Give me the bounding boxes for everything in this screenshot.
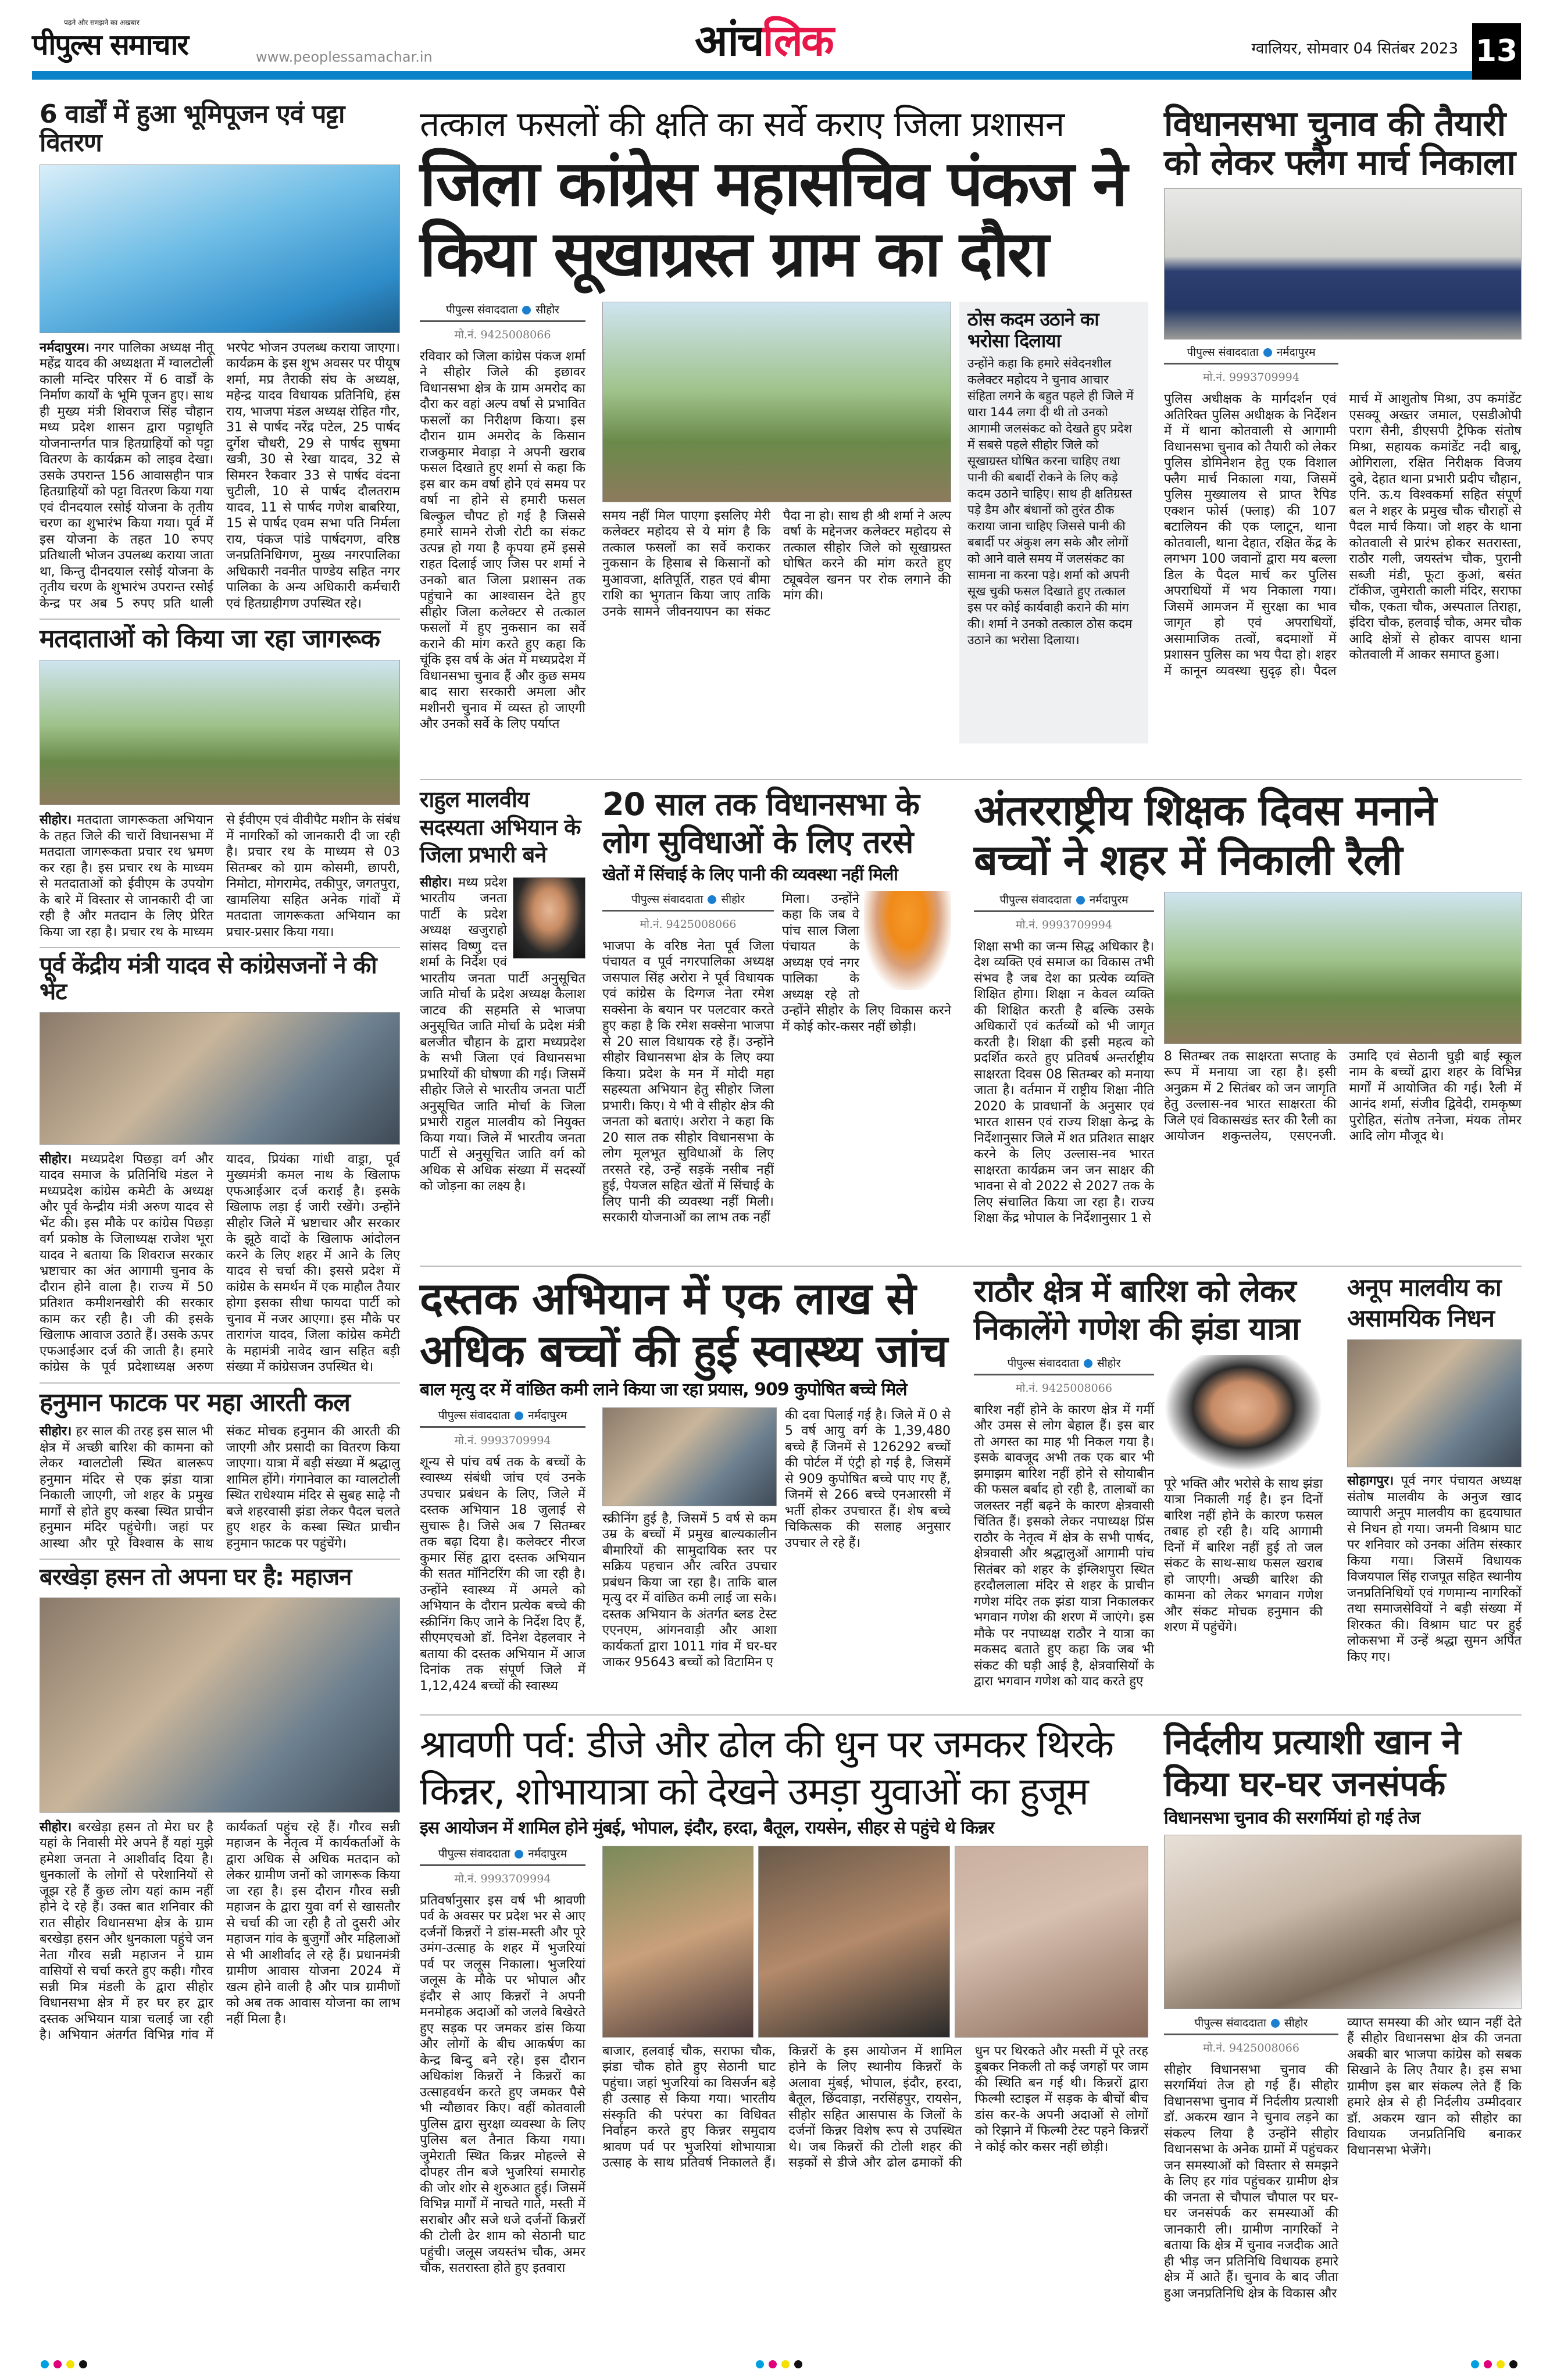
twenty-row bbox=[602, 891, 951, 1226]
section-title bbox=[695, 17, 833, 65]
khan-byline bbox=[1164, 2015, 1338, 2062]
main-area bbox=[420, 105, 1522, 2338]
rathore-byline bbox=[974, 1355, 1154, 1402]
story-20-years-col1 bbox=[602, 938, 774, 1226]
story-dastak-col3 bbox=[785, 1407, 951, 1552]
band-second bbox=[420, 779, 1522, 1260]
teacher-byline bbox=[974, 892, 1154, 939]
khan-story bbox=[1164, 1721, 1522, 2312]
section-title-red: लिक bbox=[762, 16, 833, 66]
rathore-row bbox=[974, 1355, 1323, 1704]
byline-reporter: पीपुल्स संवाददाता bbox=[1187, 346, 1259, 359]
story-dateline: सीहोर। bbox=[40, 1424, 72, 1439]
dastak-col-b bbox=[602, 1407, 777, 1685]
byline-label bbox=[974, 1355, 1154, 1375]
story-shravani-cols bbox=[602, 2043, 1148, 2171]
story-body: पूर्व नगर पंचायत अध्यक्ष संतोष मालवीय के अनुज खाद व्यापारी अनूप मालवीय का हृदयाघात से निधन हो गया। जमनी विश्राम घाट पर शनिवार को उनका अंतिम संस्कार किया गया। जिसमें विधायक विजयपाल सिंह राजपूत सहित स्थानीय जनप्रतिनिधियों एवं गणमान्य नागरिकों तथा समाजसेवियों ने बड़ी संख्या में शिरकत की। विश्राम घाट पर हुई लोकसभा में उन्हें श्रद्धा सुमन अर्पित किए गए। bbox=[1347, 1474, 1522, 1664]
photo-procession-1 bbox=[602, 1846, 753, 2038]
page-number: 13 bbox=[1472, 23, 1521, 80]
main-story-row bbox=[420, 302, 1148, 744]
masthead bbox=[0, 0, 1557, 81]
photo-anup-malviya bbox=[1347, 1339, 1522, 1467]
byline-place: नर्मदापुरम bbox=[1089, 893, 1129, 906]
headline-yadav-meet: पूर्व केंद्रीय मंत्री यादव से कांग्रेसजनों ने की भेंट bbox=[40, 947, 400, 1005]
byline-reporter: पीपुल्स संवाददाता bbox=[438, 1847, 510, 1860]
header-rule bbox=[32, 71, 1472, 80]
story-teacher-col1 bbox=[974, 939, 1154, 1230]
story-dateline: सीहोर। bbox=[40, 1820, 72, 1835]
byline-label bbox=[1164, 344, 1338, 364]
twenty-story bbox=[602, 786, 951, 1226]
teacher-row bbox=[974, 892, 1522, 1230]
byline-label bbox=[602, 891, 774, 912]
story-body: भाजपा के वरिष्ठ नेता पूर्व जिला पंचायत व पूर्व नगरपालिका अध्यक्ष जसपाल सिंह अरोरा ने पूर्व विधायक एवं कांग्रेस के दिग्गज नेता रमेश सक्सेना के बयान पर पलटवार करते हुए कहा है कि रमेश सक्सेना भाजपा से 20 साल विधायक रहे हैं। उन्होंने सीहोर विधानसभा क्षेत्र के लिए क्या किया। प्रदेश के मन में मोदी महा सहस्यता अभियान हेतु सीहोर जिला प्रभारी। किए। ये भी वे सीहोर क्षेत्र की जनता को बताएं। अरोरा ने कहा कि 20 साल तक सीहोर विधानसभा के लोग मूलभूत सुविधाओं के लिए तरसते रहे, उन्हें सड़कें नसीब नहीं हुई, पेयजल सहित खेतों में सिंचाई के लिए पानी की व्यवस्था नहीं मिली। सरकारी योजनाओं का लाभ तक नहीं bbox=[602, 938, 774, 1225]
band-bottom bbox=[420, 1714, 1522, 2338]
byline-place: सीहोर bbox=[1097, 1356, 1121, 1370]
photo-child-checkup bbox=[602, 1407, 777, 1506]
main-headline: जिला कांग्रेस महासचिव पंकज ने किया सूखाग्रस्त ग्राम का दौरा bbox=[420, 148, 1126, 291]
story-body: मतदाता जागरूकता अभियान के तहत जिले की चारों विधानसभा में मतदाता जागरूकता प्रचार रथ भ्रमण कर रहा है। इस प्रचार रथ के माध्यम से मतदाताओं को ईवीएम के उपयोग के बारे में विस्तार से जानकारी दी जा रही है और मतदान के लिए प्रेरित किया जा रहा है। प्रचार रथ के माध्यम से ईवीएम एवं वीवीपैट मशीन के संबंध में नागरिकों को जानकारी दी जा रही है। प्रचार रथ के माध्यम से 03 सितम्बर को ग्राम कोसमी, छापरी, निमोटा, मोगरामेद, तकीपुर, जगतपुरा, खामलिया सहित अनेक गांवों में मतदाता जागरूकता अभियान का प्रचार-प्रसार किया गया। bbox=[40, 813, 400, 939]
story-body: प्रतिवर्षानुसार इस वर्ष भी श्रावणी पर्व के अवसर पर प्रदेश भर से आए दर्जनों किन्नरों ने डांस-मस्ती और पूरे उमंग-उत्साह के शहर में भुजरियां पर्व पर जलूस निकाला। भुजरियां जलूस के मौके पर भोपाल और इंदौर से आए किन्नरों ने अपनी मनमोहक अदाओं को जलवे बिखेरते हुए सड़क पर जमकर डांस किया और लोगों के बीच आकर्षण का केन्द्र बिन्दु बने रहे। इस दौरान अधिकांश किन्नरों ने किन्नरों का उत्साहवर्धन करते हुए जमकर पैसे भी न्यौछावर किए। वहीं कोतवाली पुलिस द्वारा सुरक्षा व्यवस्था के लिए पुलिस बल तैनात किया गया। जुमेराती स्थित किन्नर मोहल्ले से दोपहर तीन बजे भुजरियां समारोह की जोर शोर से शुरुआत हुई। जिसमें विभिन्न मार्गों में नाचते गाते, मस्ती में सराबोर और सजे धजे दर्जनों किन्नरों की टोली ढेर शाम को सेठानी घाट पहुंची। जलूस जयस्तंभ चौक, अमर चौक, सतरास्ता होते हुए इतवारा bbox=[420, 1893, 585, 2276]
sidebar-box-title: ठोस कदम उठाने का भरोसा दिलाया bbox=[967, 308, 1099, 352]
byline-reporter: पीपुल्स संवाददाता bbox=[446, 303, 518, 316]
story-barkheda bbox=[40, 1820, 400, 2043]
photo-yadav-meet bbox=[40, 1012, 400, 1145]
byline-place: सीहोर bbox=[535, 303, 559, 316]
sidebar-box-body: उन्होंने कहा कि हमारे संवेदनशील कलेक्टर महोदय ने चुनाव आचार संहिता लगने के बहुत पहले ही जिले में धारा 144 लगा दी थी तो उनको आगामी जलसंकट को देखते हुए प्रदेश में सबसे पहले सीहोर जिले को सूखाग्रस्त घोषित करना चाहिए तथा पानी की बबार्दी रोकने के लिए कड़े कदम उठाने चाहिए। साथ ही क्षतिग्रस्त पड़े डैम और बंधानों को तुरंत ठीक कराया जाना चाहिए जिससे पानी की बबार्दी पर अंकुश लग सके और लोगों को आने वाले समय में जलसंकट का सामना ना करना पड़े। शर्मा को अपनी सूख चुकी फसल दिखाते हुए तत्काल इस पर कोई कार्यवाही कराने की मांग की। शर्मा ने उनको तत्काल ठोस कदम उठाने का भरोसा दिलाया। bbox=[967, 356, 1134, 647]
masthead-tagline: पढ़ने और समझने का अखबार bbox=[64, 19, 140, 27]
story-anup-malviya bbox=[1347, 1473, 1522, 1665]
story-rathore-col2 bbox=[1164, 1476, 1323, 1636]
story-body: बरखेड़ा हसन तो मेरा घर है यहां के निवासी मेरे अपने हैं यहां मुझे हमेशा जनता ने आशीर्वाद दिया है। धुनकालों के लोगों से परेशानियों से जूझ रहे हैं कुछ लोग यहां काम नहीं होने दे रहे हैं। उक्त बात शनिवार की रात सीहोर विधानसभा क्षेत्र के ग्राम बरखेड़ा हसन और धुनकाला पहुंचे जन नेता गौरव सन्नी महाजन ने ग्राम वासियों से चर्चा करते हुए कही। गौरव सन्नी मित्र मंडली के द्वारा सीहोर विधानसभा क्षेत्र में हर घर हर द्वार दस्तक अभियान यात्रा चलाई जा रही है। अभियान अंतर्गत विभिन्न गांव में कार्यकर्ता पहुंच रहे हैं। गौरव सन्नी महाजन के नेतृत्व में कार्यकर्ताओं के द्वारा अधिक से अधिक मतदान को लेकर ग्रामीण जनों को जागरूक किया जा रहा है। इस दौरान गौरव सन्नी महाजन के द्वारा युवा वर्ग से खासतौर से चर्चा की जा रही है तो दुसरी ओर महाजन गांव के बुजुर्गों और महिलाओं से भी आशीर्वाद ले रहे हैं। प्रधानमंत्री ग्रामीण आवास योजना 2024 में खत्म होने वाली है और पात्र ग्रामीणों को अब तक आवास योजना का लाभ नहीं मिला है। bbox=[40, 1820, 400, 2043]
byline-label bbox=[420, 1407, 585, 1428]
headline-khan: निर्दलीय प्रत्याशी खान ने किया घर-घर जनसंपर्क bbox=[1164, 1722, 1460, 1804]
headline-flag-march: विधानसभा चुनाव की तैयारी को लेकर फ्लैग मार्च निकाला bbox=[1164, 103, 1516, 184]
newspaper-logo: पीपुल्स समाचार bbox=[32, 28, 188, 62]
cmyk-dots-right bbox=[1471, 2360, 1517, 2372]
story-body-continued: स्क्रीनिंग हुई है, जिसमें 5 वर्ष से कम उम्र के बच्चों में प्रमुख बाल्यकालीन बीमारियों की सामुदायिक स्तर पर सक्रिय पहचान और त्वरित उपचार प्रबंधन किया जा रहा है। ताकि बाल मृत्यु दर में वांछित कमी लाई जा सके। दस्तक अभियान के अंतर्गत ब्लड टेस्ट एएनएम, आंगनवाड़ी और आशा कार्यकर्ता द्वारा 1011 गांव में घर-घर जाकर 95643 बच्चों को विटामिन ए bbox=[602, 1511, 777, 1670]
byline-place: नर्मदापुरम bbox=[528, 1847, 567, 1860]
headline-rathore: राठौर क्षेत्र में बारिश को लेकर निकालेंगे गणेश की झंडा यात्रा bbox=[974, 1273, 1300, 1347]
shravani-col-b bbox=[602, 1846, 1148, 2171]
headline-barkheda: बरखेड़ा हसन तो अपना घर है: महाजन bbox=[40, 1559, 400, 1591]
band-third bbox=[420, 1266, 1522, 1709]
story-body-continued: पूरे भक्ति और भरोसे के साथ झंडा यात्रा निकाली गई है। इन दिनों बारिश नहीं होने के कारण फसल तबाह हो रही है। यदि आगामी दिनों में बारिश नहीं हुई तो जल संकट के साथ-साथ फसल खराब हो जाएगी। अच्छी बारिश की कामना को लेकर भगवान गणेश और संकट मोचक हनुमान की शरण में पहुंचेंगे। bbox=[1164, 1476, 1323, 1635]
headline-anup-malviya: अनूप मालवीय का असामयिक निधन bbox=[1347, 1273, 1501, 1332]
print-registration-marks bbox=[41, 2360, 1517, 2372]
story-khan-col2 bbox=[1347, 2015, 1522, 2159]
story-body: सीहोर विधानसभा चुनाव की सरगर्मियां तेज हो गई हैं। सीहोर विधानसभा चुनाव में निर्दलीय प्रत्याशी डॉ. अकरम खान ने चुनाव लड़ने का संकल्प लिया है उन्होंने सीहोर विधानसभा के अनेक ग्रामों में पहुंचकर जन समस्याओं को विस्तार से समझने के लिए हर गांव पहुंचकर ग्रामीण क्षेत्र की जनता से चौपाल चौपाल पर घर-घर जनसंपर्क कर समस्याओं की जानकारी ली। ग्रामीण नागरिकों ने बताया कि क्षेत्र में चुनाव नजदीक आते ही भीड़ जन प्रतिनिधि विधायक हमारे क्षेत्र में आते हैं। चुनाव के बाद जीता हुआ जनप्रतिनिधि क्षेत्र के विकास और bbox=[1164, 2062, 1338, 2301]
headline-hanuman-aarti: हनुमान फाटक पर महा आरती कल bbox=[40, 1382, 400, 1417]
byline-reporter: पीपुल्स संवाददाता bbox=[999, 893, 1072, 906]
photo-bhoomipujan bbox=[40, 165, 400, 333]
twenty-col-a bbox=[602, 891, 774, 1226]
story-body-continued: मिला। उन्होंने कहा कि जब वे पांच साल जिला पंचायत के अध्यक्ष एवं नगर पालिका के अध्यक्ष रहे तो उन्होंने सीहोर के लिए विकास करने में कोई कोर-कसर नहीं छोड़ी। bbox=[782, 891, 951, 1034]
dastak-story bbox=[420, 1273, 951, 1694]
story-dateline: सीहोर। bbox=[420, 875, 452, 890]
byline-label bbox=[974, 892, 1154, 912]
headline-dastak: दस्तक अभियान में एक लाख से अधिक बच्चों की हुई स्वास्थ्य जांच bbox=[420, 1273, 948, 1377]
shravani-byline bbox=[420, 1846, 585, 1893]
bullet-dot-icon bbox=[1271, 2019, 1280, 2028]
main-sidebar-box bbox=[959, 302, 1148, 744]
story-body: शून्य से पांच वर्ष तक के बच्चों के स्वास्थ्य संबंधी जांच एवं उनके उपचार प्रबंधन के लिए, जिले में दस्तक अभियान 18 जुलाई से सुचारू है। जिसे अब 7 सितम्बर तक बढ़ा दिया है। कलेक्टर नीरज कुमार सिंह द्वारा दस्तक अभियान की सतत मॉनिटरिंग की जा रही है। उन्होंने स्वास्थ्य में अमले को अभियान के दौरान प्रत्येक बच्चे की स्क्रीनिंग किए जाने के निर्देश दिए हैं, सीएमएचओ डॉ. दिनेश देहलवार ने बताया की दस्तक अभियान में आज दिनांक तक संपूर्ण जिले में 1,12,424 बच्चों की स्वास्थ्य bbox=[420, 1455, 585, 1693]
story-body: नगर पालिका अध्यक्ष नीतू महेंद्र यादव की अध्यक्षता में ग्वालटोली काली मन्दिर परिसर में 6 वार्डों के निर्माण कार्यों के भूमि पूजन हुए। साथ ही मुख्य मंत्री शिवराज सिंह चौहान मध्य प्रदेश शासन द्वारा पट्टाधृति योजनान्तर्गत पात्र हितग्राहियों को पट्टा वितरण के कार्यक्रम को लाइव देखा। उसके उपरान्त 156 आवासहीन पात्र हितग्राहियों को पट्टा वितरण किया गया एवं दीनदयाल रसोई योजना के तृतीय चरण का शुभारंभ किया गया। पूर्व में इस योजना के तहत 10 रुपए प्रतिथाली भोजन उपलब्ध कराया जाता था, किन्तु दीनदयाल रसोई योजना के तृतीय चरण के शुभारंभ उपरान्त रसोई केन्द्र पर अब 5 रुपए प्रति थाली भरपेट भोजन उपलब्ध कराया जाएगा। कार्यक्रम के इस शुभ अवसर पर पीयूष शर्मा, मप्र तैराकी संघ के अध्यक्ष, महेन्द्र यादव विधायक प्रतिनिधि, हंस राय, भाजपा मंडल अध्यक्ष रोहित गौर, 31 से पार्षद नरेंद्र पटेल, 25 पार्षद दुर्गेश चौधरी, 29 से पार्षद सुषमा खत्री, 30 से रेखा यादव, 32 से सिमरन रैकवार 33 से पार्षद वंदना चुटीली, 10 से पार्षद दौलतराम यादव, 11 से पार्षद गणेश बाबरिया, 15 से पार्षद एवम सभा पति निर्मला राय, पंकज पांडे पार्षदगण, वरिष्ठ जनप्रतिनिधिगण, मुख्य नगरपालिका अधिकारी नवनीत पाण्डेय सहित नगर पालिका के अन्य अधिकारी कर्मचारी एवं हितग्राहीगण उपस्थित रहे। bbox=[40, 340, 400, 611]
story-dateline: सोहागपुर। bbox=[1347, 1474, 1394, 1488]
photo-barkheda bbox=[40, 1598, 400, 1813]
band-top bbox=[420, 105, 1522, 773]
story-body: पुलिस अधीक्षक के मार्गदर्शन एवं अतिरिक्त पुलिस अधीक्षक के निर्देशन में में थाना कोतवाली से आगामी विधानसभा चुनाव को तैयारी को लेकर पुलिस डोमिनेशन हेतु एक विशाल फ्लैग मार्च निकाला गया, जिसमें पुलिस मुख्यालय से प्राप्त रैपिड एक्शन फोर्स (फ्लाइ) की 107 बटालियन की एक प्लाटून, थाना कोतवाली, थाना देहात, रक्षित केंद्र के लगभग 100 जवानों द्वारा मय बल्ला डिल के पैदल मार्च कर पुलिस अपराधियों में भय निकाला गया। जिसमें आमजन में सुरक्षा का भाव जागृत हो एवं अपराधियों, असामाजिक तत्वों, बदमाशों में प्रशासन पुलिस का भय पैदा हो। शहर में कानून व्यवस्था सुदृढ़ हो। पैदल मार्च में आशुतोष मिश्रा, उप कमांडेंट एसक्यू अख्तर जमाल, एसडीओपी पराग सैनी, डीएसपी ट्रैफिक संतोष मिश्रा, सहायक कमांडेंट नदी बाबू, ओगिराला, रक्षित निरीक्षक विजय दुबे, देहात थाना प्रभारी प्रदीप चौहान, एनि. ऊ.य विश्वकर्मा सहित संपूर्ण बल ने शहर के प्रमुख चौक चौराहों से पैदल मार्च किया। जो शहर के थाना कोतवाली से प्रारंभ होकर सतरास्ता, राठौर गली, जयस्तंभ चौक, पुरानी सब्जी मंडी, फूटा कुआं, बसंत टॉकीज, जुमेराती काली मंदिर, सराफा चौक, एकता चौक, अस्पताल तिराहा, इंदिरा चौक, हलवाई चौक, अमर चौक आदि क्षेत्रों से होकर वापस थाना कोतवाली में आकर समाप्त हुआ। bbox=[1164, 392, 1522, 678]
story-body: बारिश नहीं होने के कारण क्षेत्र में गर्मी और उमस से लोग बेहाल हैं। इस बार तो अगस्त का माह भी निकल गया है। इसके बावजूद अभी तक एक बार भी झमाझम बारिश नहीं होने से सोयाबीन की फसल बर्बाद हो रही है, तालाबों का जलस्तर नहीं बढ़ने के कारण क्षेत्रवासी चिंतित हैं। इसको लेकर नपाध्यक्ष प्रिंस राठौर के नेतृत्व में क्षेत्र के सभी पार्षद, क्षेत्रवासी और श्रद्धालुओं आगामी पांच सितंबर को शहर के इंग्लिशपुरा स्थित हरदौललाला मंदिर से शहर के प्राचीन गणेश मंदिर तक झंडा यात्रा निकालकर भगवान गणेश की शरण में जाएंगे। इस मौके पर नपाध्यक्ष राठौर ने यात्रा का मकसद बताते हुए कहा कि जब भी संकट की घड़ी आई है, क्षेत्रवासियों के द्वारा भगवान गणेश को याद करते हुए bbox=[974, 1402, 1154, 1689]
flag-byline bbox=[1164, 344, 1338, 391]
shravani-col-a bbox=[420, 1846, 585, 2288]
dastak-col-a bbox=[420, 1407, 585, 1694]
headline-voter-awareness: मतदाताओं को किया जा रहा जागरूक bbox=[40, 619, 400, 653]
headline-shravani: श्रावणी पर्व: डीजे और ढोल की धुन पर जमकर थिरके किन्नर, शोभायात्रा को देखने उमड़ा युवाओं का हुजूम bbox=[420, 1722, 1113, 1814]
teacher-story bbox=[974, 786, 1522, 1230]
bullet-dot-icon bbox=[708, 895, 716, 904]
byline-mobile: मो.नं. 9425008066 bbox=[1016, 1381, 1112, 1395]
byline-reporter: पीपुल्स संवाददाता bbox=[1194, 2016, 1266, 2029]
photo-khan-campaign bbox=[1164, 1835, 1522, 2009]
byline-mobile: मो.नं. 9993709994 bbox=[1016, 918, 1112, 931]
main-byline bbox=[420, 302, 585, 349]
story-yadav-meet bbox=[40, 1152, 400, 1375]
main-story bbox=[420, 105, 1148, 744]
byline-label bbox=[420, 1846, 585, 1866]
photo-prince-rathore bbox=[1164, 1355, 1323, 1471]
cmyk-dots-center bbox=[756, 2360, 802, 2372]
story-dastak-col2 bbox=[602, 1511, 777, 1685]
story-body: रविवार को जिला कांग्रेस पंकज शर्मा ने सीहोर जिले की इछावर विधानसभा क्षेत्र के ग्राम अमरोद का दौरा कर वहां अल्प वर्षा से प्रभावित फसलों का निरीक्षण किया। इस दौरान ग्राम अमरोद के किसान राजकुमार मेवाड़ा ने अपनी खराब फसल दिखाते हुए शर्मा से कहा कि इस बार कम वर्षा होने एवं समय पर वर्षा ना होने से हमारी फसल बिल्कुल चौपट हो गई है जिससे हमारे सामने रोजी रोटी का संकट उत्पन्न हो गया है कृपया हमें इससे राहत दिलाई जाए जिस पर शर्मा ने उनको बात जिला प्रशासन तक पहुंचाने का आश्वासन देते हुए सीहोर जिला कलेक्टर से तत्काल फसलों में हुए नुकसान का सर्वे कराने की मांग करते हुए कहा कि चूंकि इस वर्ष के अंत में मध्यप्रदेश में विधानसभा चुनाव हैं और कुछ समय बाद सारा सरकारी अमला और मशीनरी चुनाव में व्यस्त हो जाएगी और उनको सर्वे के लिए पर्याप्त bbox=[420, 349, 585, 732]
byline-reporter: पीपुल्स संवाददाता bbox=[631, 892, 703, 906]
story-body-continued: व्याप्त समस्या की ओर ध्यान नहीं देते हैं सीहोर विधानसभा क्षेत्र की जनता अबकी बार भाजपा कांग्रेस को सबक सिखाने के लिए तैयार है। इस सभा ग्रामीण इस बार संकल्प लेते हैं कि हमारे क्षेत्र से ही निर्दलीय उम्मीदवार डॉ. अकरम खान को सीहोर का विधायक जनप्रतिनिधि बनाकर विधानसभा भेजेंगे। bbox=[1347, 2015, 1522, 2158]
main-col-b bbox=[602, 302, 951, 620]
story-body-continued: समय नहीं मिल पाएगा इसलिए मेरी कलेक्टर महोदय से ये मांग है कि तत्काल फसलों का सर्वे कराकर नुकसान के हिसाब से किसानों को मुआवजा, क्षतिपूर्ति, राहत एवं बीमा राशि का भुगतान किया जाए ताकि उनके सामने जीवनयापन का संकट पैदा ना हो। साथ ही श्री शर्मा ने अल्प वर्षा के मद्देनजर कलेक्टर महोदय से तत्काल सीहोर जिले को सूखाग्रस्त घोषित करने की मांग करते हुए ट्यूबवेल खनन पर रोक लगाने की मांग की। bbox=[602, 508, 951, 619]
byline-mobile: मो.नं. 9993709994 bbox=[454, 1434, 551, 1447]
story-body-continued: की दवा पिलाई गई है। जिले में 0 से 5 वर्ष आयु वर्ग के 1,39,480 बच्चे हैं जिनमें से 126292 बच्चों की पोर्टल में एंट्री हो गई है, जिसमें से 909 कुपोषित बच्चे पाए गए हैं, जिनमें से 266 बच्चे एनआरसी में भर्ती होकर उपचारत हैं। शेष बच्चे चिकित्सक की सलाह अनुसार उपचार ले रहे हैं। bbox=[785, 1407, 951, 1550]
byline-place: नर्मदापुरम bbox=[1276, 346, 1316, 359]
story-body: मध्यप्रदेश पिछड़ा वर्ग और यादव समाज के प्रतिनिधि मंडल ने मध्यप्रदेश कांग्रेस कमेटी के अध्यक्ष और पूर्व केन्द्रीय मंत्री अरुण यादव से भेंट की। इस मौके पर कांग्रेस पिछड़ा वर्ग प्रकोष्ठ के जिलाध्यक्ष राजेश भूरा यादव ने बताया कि शिवराज सरकार भ्रष्टाचार का अंत आगामी चुनाव के दौरान होने वाला है। राज्य में 50 प्रतिशत कमीशनखोरी की सरकार काम कर रही है। जी की इसके खिलाफ आवाज उठाते हैं। उसके ऊपर एफआईआर दर्ज की जाती है। हमारे कांग्रेस के पूर्व प्रदेशाध्यक्ष अरुण यादव, प्रियंका गांधी वाड्रा, पूर्व मुख्यमंत्री कमल नाथ के खिलाफ एफआईआर दर्ज कराई है। इसके खिलाफ लड़ा ई जारी रखेंगे। उन्होंने सीहोर जिले में भ्रष्टाचार और सरकार के झूठे वादों के खिलाफ आंदोलन करने के लिए शहर में आने के लिए यादव से चर्चा की। इससे प्रदेश में कांग्रेस के समर्थन में एक माहौल तैयार होगा इसका सीधा फायदा पार्टी को चुनाव में नजर आएगा। इस मौके पर तारागंज यादव, जिला कांग्रेस कमेटी के महामंत्री नावेद खान सहित बड़ी संख्या में कांग्रेसजन उपस्थित थे। bbox=[40, 1152, 400, 1375]
byline-place: नर्मदापुरम bbox=[528, 1409, 567, 1422]
rathore-col-b bbox=[1164, 1355, 1323, 1636]
story-body: हर साल की तरह इस साल भी क्षेत्र में अच्छी बारिश की कामना को लेकर ग्वालटोली स्थित बालरूप हनुमान मंदिर से एक झंडा यात्रा निकाली जाएगी, जो शहर के प्रमुख मार्गों से होते हुए कस्बा स्थित प्राचीन हनुमान मंदिर पहुंचेगी। जहां पर आस्था और पूरे विश्वास के साथ संकट मोचक हनुमान की आरती की जाएगी और प्रसादी का वितरण किया जाएगा। यात्रा में बड़ी संख्या में श्रद्धालु शामिल होंगे। गंगानेवाल का ग्वालटोली स्थित राधेश्याम मंदिर से सुबह साढ़े नौ बजे शहरवासी झंडा लेकर पैदल चलते हुए शहर के कस्बा स्थित प्राचीन हनुमान फाटक पर पहुंचेंगे। bbox=[40, 1424, 400, 1551]
headline-rahul-malviya: राहुल मालवीय सदस्यता अभियान के जिला प्रभारी बने bbox=[420, 787, 581, 867]
byline-place: सीहोर bbox=[721, 892, 745, 906]
story-voter-awareness bbox=[40, 812, 400, 940]
photo-flag-march bbox=[1164, 188, 1522, 340]
story-rathore-col1 bbox=[974, 1402, 1154, 1704]
main-story-col1 bbox=[420, 349, 585, 732]
story-body-continued: 8 सितम्बर तक साक्षरता सप्ताह के रूप में मनाया जा रहा है। इसी अनुक्रम में 2 सितंबर को जन जागृति हेतु उल्लास-नव भारत साक्षरता की जिले एवं विकासखंड स्तर की रैली का आयोजन शकुन्तलेय, एसएनजी. उमादि एवं सेठानी घुड़ी बाई स्कूल नाम के बच्चों द्वारा शहर के विभिन्न मार्गों में आयोजित की गई। रैली में आनंद शर्मा, संजीव द्विवेदी, रामकृष्ण पुरोहित, संतोष तनेजा, मंयक तोमर आदि लोग मौजूद थे। bbox=[1164, 1049, 1522, 1144]
dateline: ग्वालियर, सोमवार 04 सितंबर 2023 bbox=[1251, 40, 1458, 58]
byline-reporter: पीपुल्स संवाददाता bbox=[438, 1409, 510, 1422]
teacher-col-b bbox=[1164, 892, 1522, 1145]
bullet-dot-icon bbox=[1263, 348, 1272, 357]
story-flag-march bbox=[1164, 391, 1522, 679]
dastak-row bbox=[420, 1407, 951, 1694]
story-bhoomipujan bbox=[40, 340, 400, 612]
shravani-row bbox=[420, 1846, 1148, 2288]
story-shravani-col1 bbox=[420, 1893, 585, 2288]
khan-col-a bbox=[1164, 2015, 1338, 2312]
rahul-story bbox=[420, 786, 585, 1195]
byline-mobile: मो.नं. 9425008066 bbox=[454, 328, 551, 341]
story-body: मध्य प्रदेश भारतीय जनता पार्टी के प्रदेश अध्यक्ष खजुराहो सांसद विष्णु दत्त शर्मा के निर्देश एवं भारतीय जनता पार्टी अनुसूचित जाति मोर्चा के प्रदेश अध्यक्ष कैलाश जाटव की सहमति से भाजपा अनुसूचित जाति मोर्चा के प्रदेश मंत्री बलजीत चौहान के द्वारा मध्यप्रदेश के सभी जिला एवं विधानसभा प्रभारियों की घोषणा की गई। जिसमें सीहोर जिले से भारतीय जनता पार्टी अनुसूचित जाति मोर्चा के जिला प्रभारी राहुल मालवीय को नियुक्त किया गया। जिले में भारतीय जनता पार्टी से अनुसूचित जाति वर्ग को अधिक से अधिक संख्या में सदस्यों को जोड़ना का लक्ष्य है। bbox=[420, 875, 585, 1193]
khan-row bbox=[1164, 2015, 1522, 2312]
bullet-dot-icon bbox=[522, 306, 531, 315]
story-dateline: सीहोर। bbox=[40, 1152, 72, 1167]
story-20-years-col2 bbox=[782, 891, 951, 1035]
website-link[interactable]: www.peoplessamachar.in bbox=[256, 49, 433, 65]
subhead-shravani: इस आयोजन में शामिल होने मुंबई, भोपाल, इंदौर, हरदा, बैतूल, रायसेन, सीहर से पहुंचे थे किन्नर bbox=[420, 1818, 994, 1839]
byline-mobile: मो.नं. 9993709994 bbox=[454, 1872, 551, 1885]
story-rahul-malviya bbox=[420, 875, 585, 1195]
rathore-col-a bbox=[974, 1355, 1154, 1704]
subhead-20-years: खेतों में सिंचाई के लिए पानी की व्यवस्था नहीं मिली bbox=[602, 864, 898, 884]
anup-story bbox=[1347, 1273, 1522, 1665]
story-body-continued: बाजार, हलवाई चौक, सराफा चौक, झंडा चौक होते हुए सेठानी घाट पहुंचा। जहां भुजरियां का विसर्जन बड़े ही उत्साह से किया गया। भारतीय संस्कृति की परंपरा का विधिवत निर्वाहन करते हुए किन्नर समुदाय श्रावण पर्व पर भुजरियां शोभायात्रा उत्साह के साथ प्रतिवर्ष निकालते हैं। किन्नरों के इस आयोजन में शामिल होने के लिए स्थानीय किन्नरों के अलावा मुंबई, भोपाल, इंदौर, हरदा, बैतूल, छिंदवाड़ा, नरसिंहपुर, रायसेन, सीहोर सहित आसपास के जिलों के दर्जनों किन्नर विशेष रूप से उपस्थित थे। जब किन्नरों की टोली शहर की सड़कों से डीजे और ढोल ढमाकों की धुन पर थिरकते और मस्ती में पूरे तरह डूबकर निकली तो कई जगहों पर जाम की स्थिति बन गई थी। किन्नरों द्वारा फिल्मी स्टाइल में सड़क के बीचों बीच डांस कर-के अपनी अदाओं से लोगों को रिझाने में फिल्मी टेस्ट पहने किन्नरों ने कोई कोर कसर नहीं छोड़ी। bbox=[602, 2043, 1148, 2171]
shravani-story bbox=[420, 1721, 1148, 2288]
story-body: शिक्षा सभी का जन्म सिद्ध अधिकार है। देश व्यक्ति एवं समाज का विकास तभी संभव है जब देश का प्रत्येक व्यक्ति शिक्षित होगा। शिक्षा न केवल व्यक्ति की शिक्षित करती है बल्कि उसके अधिकारों एवं कर्तव्यों को भी जागृत करती है। शिक्षा की इसी महत्व को प्रदर्शित करते हुए प्रतिवर्ष अन्तर्राष्ट्रीय साक्षरता दिवस 08 सितम्बर को मनाया जाता है। वर्तमान में राष्ट्रीय शिक्षा नीति 2020 के प्रावधानों के अनुसार एवं भारत शासन एवं राज्य शिक्षा केन्द्र के निर्देशानुसार जिले में शत प्रतिशत साक्षर करने के लिए उल्लास-नव भारत साक्षरता कार्यक्रम जन जन साक्षर की भावना से वो 2022 से 2027 तक के लिए संचालित किया जा रहा है। राज्य शिक्षा केंद्र भोपाल के निर्देशानुसार 1 से bbox=[974, 939, 1154, 1226]
section-title-black: आंच bbox=[695, 16, 763, 66]
byline-reporter: पीपुल्स संवाददाता bbox=[1007, 1356, 1079, 1370]
photo-teacher-rally bbox=[1164, 892, 1522, 1044]
bullet-dot-icon bbox=[515, 1411, 523, 1420]
story-khan-col1 bbox=[1164, 2062, 1338, 2312]
main-kicker: तत्काल फसलों की क्षति का सर्वे कराए जिला प्रशासन bbox=[420, 104, 1065, 145]
photo-procession-3 bbox=[955, 1846, 1148, 2038]
subhead-dastak: बाल मृत्यु दर में वांछित कमी लाने किया जा रहा प्रयास, 909 कुपोषित बच्चे मिले bbox=[420, 1380, 907, 1400]
headline-bhoomipujan: 6 वार्डों में हुआ भूमिपूजन एवं पट्टा वितरण bbox=[40, 99, 345, 158]
byline-place: सीहोर bbox=[1284, 2016, 1308, 2029]
photo-farmers-crop bbox=[602, 302, 951, 502]
shravani-photos bbox=[602, 1846, 1148, 2038]
story-dateline: नर्मदापुरम। bbox=[40, 340, 90, 355]
main-story-col2 bbox=[602, 508, 951, 620]
teacher-col-a bbox=[974, 892, 1154, 1230]
headline-20-years: 20 साल तक विधानसभा के लोग सुविधाओं के लिए तरसे bbox=[602, 786, 919, 860]
bullet-dot-icon bbox=[515, 1850, 523, 1859]
byline-mobile: मो.नं. 9425008066 bbox=[1203, 2041, 1299, 2054]
story-dastak-col1 bbox=[420, 1455, 585, 1694]
cmyk-dots-left bbox=[41, 2360, 87, 2372]
subhead-khan: विधानसभा चुनाव की सरगर्मियां हो गई तेज bbox=[1164, 1808, 1420, 1828]
photo-procession-2 bbox=[758, 1846, 950, 2038]
photo-voter-awareness bbox=[40, 660, 400, 805]
bullet-dot-icon bbox=[1076, 896, 1085, 905]
rathore-story bbox=[974, 1273, 1323, 1704]
flag-story bbox=[1164, 105, 1522, 679]
bullet-dot-icon bbox=[1084, 1359, 1092, 1368]
byline-mobile: मो.नं. 9425008066 bbox=[640, 917, 737, 931]
story-dateline: सीहोर। bbox=[40, 813, 72, 828]
story-teacher-col2 bbox=[1164, 1049, 1522, 1145]
dastak-byline bbox=[420, 1407, 585, 1455]
photo-jaspal-arora bbox=[864, 891, 951, 990]
headline-teacher-day: अंतरराष्ट्रीय शिक्षक दिवस मनाने बच्चों ने शहर में निकाली रैली bbox=[974, 786, 1436, 884]
story-hanuman-aarti bbox=[40, 1424, 400, 1552]
byline-label bbox=[1164, 2015, 1338, 2035]
main-col-a bbox=[420, 302, 585, 732]
twenty-byline bbox=[602, 891, 774, 938]
photo-rahul-malviya bbox=[513, 877, 585, 959]
byline-label bbox=[420, 302, 585, 322]
byline-mobile: मो.नं. 9993709994 bbox=[1203, 371, 1299, 384]
left-column bbox=[40, 100, 400, 2349]
